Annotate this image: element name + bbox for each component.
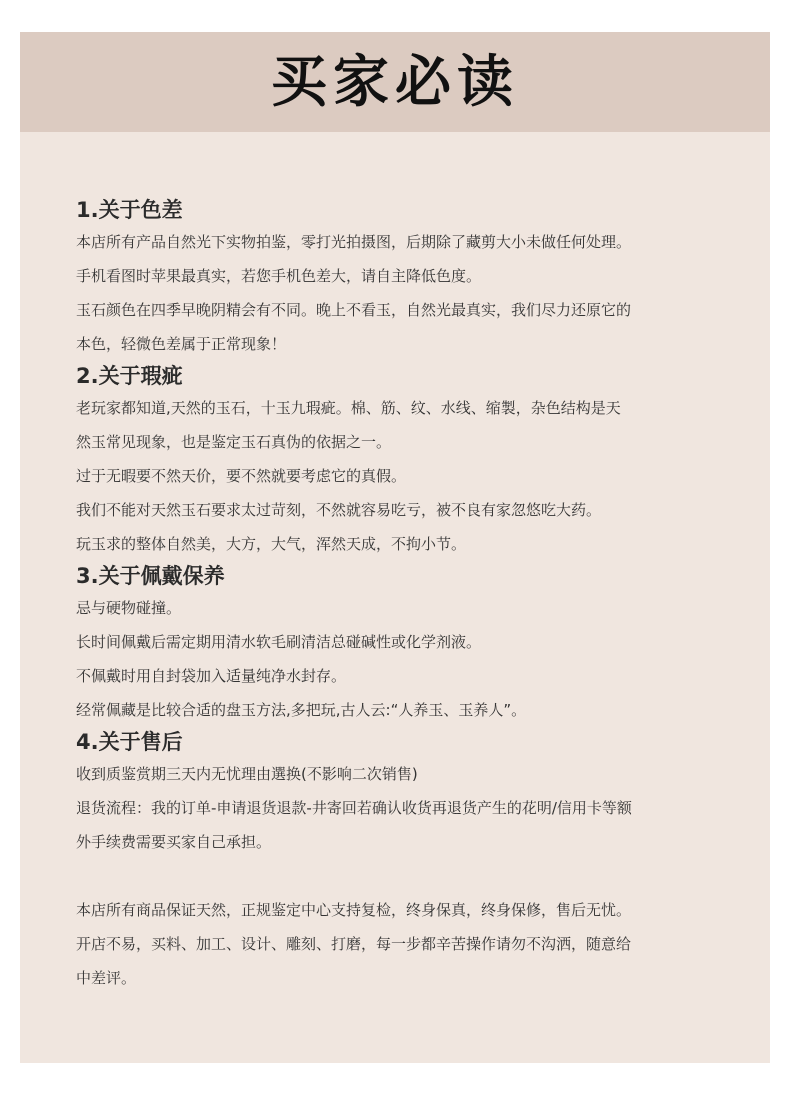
paragraph-line: 长时间佩戴后需定期用清水软毛刷清洁总碰碱性或化学剂液。 bbox=[76, 633, 482, 651]
section-flaws bbox=[76, 361, 736, 561]
notice-content bbox=[76, 195, 736, 995]
paragraph-line: 忌与硬物碰撞。 bbox=[76, 599, 182, 617]
paragraph-line: 收到质鉴赏期三天内无忧理由選换(不影响二次销售) bbox=[76, 765, 418, 783]
paragraph-line: 过于无暇要不然天价，要不然就要考虑它的真假。 bbox=[76, 467, 407, 485]
notice-card bbox=[20, 32, 770, 1063]
spacer bbox=[76, 859, 736, 893]
paragraph-line: 玩玉求的整体自然美，大方，大气，浑然天成，不拘小节。 bbox=[76, 535, 467, 553]
paragraph-line: 手机看图时苹果最真实，若您手机色差大，请自主降低色度。 bbox=[76, 267, 482, 285]
paragraph-line: 本店所有产品自然光下实物拍鉴，零打光拍摄图，后期除了藏剪大小未做任何处理。 bbox=[76, 233, 632, 251]
paragraph-line: 老玩家都知道,天然的玉石，十玉九瑕疵。棉、筋、纹、水线、缩製，杂色结构是天 bbox=[76, 399, 621, 417]
paragraph-line: 不佩戴时用自封袋加入适量纯净水封存。 bbox=[76, 667, 347, 685]
section-heading: 3.关于佩戴保养 bbox=[76, 564, 225, 588]
section-after-sales bbox=[76, 727, 736, 859]
paragraph-line: 玉石颜色在四季早晚阴精会有不同。晚上不看玉，自然光最真实，我们尽力还原它的 bbox=[76, 301, 632, 319]
paragraph-line: 然玉常见现象，也是鉴定玉石真伪的依据之一。 bbox=[76, 433, 392, 451]
closing-line: 中差评。 bbox=[76, 969, 137, 987]
paragraph-line: 退货流程：我的订单-申请退货退款-井寄回若确认收货再退货产生的花明/信用卡等额 bbox=[76, 799, 632, 817]
paragraph-line: 本色，轻微色差属于正常现象！ bbox=[76, 335, 287, 353]
closing-line: 开店不易，买料、加工、设计、雕刻、打磨，每一步都辛苦操作请勿不沟洒，随意给 bbox=[76, 935, 632, 953]
section-heading: 1.关于色差 bbox=[76, 198, 183, 222]
closing-line: 本店所有商品保证天然，正规鉴定中心支持复检，终身保真，终身保修，售后无忧。 bbox=[76, 901, 632, 919]
title-banner bbox=[20, 32, 770, 132]
paragraph-line: 经常佩藏是比较合适的盘玉方法,多把玩,古人云:“人养玉、玉养人”。 bbox=[76, 701, 527, 719]
paragraph-line: 外手续费需要买家自己承担。 bbox=[76, 833, 272, 851]
section-wear-care bbox=[76, 561, 736, 727]
section-heading: 4.关于售后 bbox=[76, 730, 183, 754]
closing-note bbox=[76, 893, 736, 995]
section-color-difference bbox=[76, 195, 736, 361]
paragraph-line: 我们不能对天然玉石要求太过苛刻，不然就容易吃亏，被不良有家忽悠吃大药。 bbox=[76, 501, 602, 519]
page-title: 买家必读 bbox=[271, 49, 519, 115]
section-heading: 2.关于瑕疵 bbox=[76, 364, 183, 388]
